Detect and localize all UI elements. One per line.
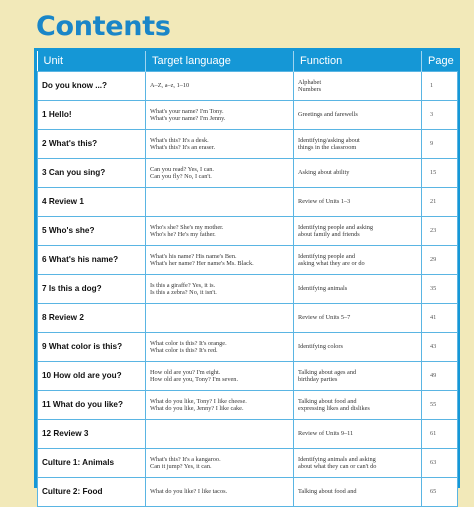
function-line-2: asking what they are or do [298,260,365,267]
function-line-1: Review of Units 5–7 [298,314,351,322]
function-cell [294,478,422,507]
page-number-cell: 29 [422,246,458,275]
header-function: Function [294,51,422,72]
function-line-1: Identifying animals [298,285,348,293]
unit-cell: 6 What's his name? [38,246,146,275]
unit-cell: 1 Hello! [38,101,146,130]
function-cell [294,304,422,333]
target-line-2: What's this? It's an eraser. [150,144,216,151]
function-line-1: Talking about ages and [298,368,357,376]
page-number-cell: 65 [422,478,458,507]
target-language-cell [146,217,294,246]
target-line-1: What's this? It's a desk. [150,136,209,144]
function-line-2: birthday parties [298,376,338,383]
target-line-2: How old are you, Tony? I'm seven. [150,376,239,383]
function-cell [294,72,422,101]
target-language-cell [146,188,294,217]
function-cell [294,391,422,420]
page-number-cell: 35 [422,275,458,304]
table-row [38,449,458,478]
function-cell [294,188,422,217]
target-language-cell [146,304,294,333]
table-row [38,159,458,188]
target-language-cell [146,362,294,391]
table-row [38,275,458,304]
function-line-1: Asking about ability [298,169,350,177]
function-line-2: about family and friends [298,231,360,238]
function-line-1: Talking about food and [298,488,357,496]
target-line-1: What's his name? His name's Ben. [150,252,237,260]
page-number-cell: 9 [422,130,458,159]
target-line-2: Who's he? He's my father. [150,231,216,238]
unit-cell: Culture 1: Animals [38,449,146,478]
table-row [38,246,458,275]
unit-cell: 4 Review 1 [38,188,146,217]
header-page: Page [422,51,458,72]
function-cell [294,217,422,246]
unit-cell: 7 Is this a dog? [38,275,146,304]
unit-cell: 10 How old are you? [38,362,146,391]
unit-cell: 9 What color is this? [38,333,146,362]
contents-table-frame [34,48,460,497]
function-line-1: Identifying people and asking [298,223,374,231]
function-cell [294,246,422,275]
target-line-1: How old are you? I'm eight. [150,368,221,376]
function-line-1: Identifying people and [298,252,356,260]
header-unit: Unit [38,51,146,72]
target-language-cell [146,478,294,507]
table-body [38,72,458,507]
unit-cell: Culture 2: Food [38,478,146,507]
target-line-1: What do you like? I like tacos. [150,488,228,496]
target-line-2: Can it jump? Yes, it can. [150,463,212,470]
target-language-cell [146,130,294,159]
function-cell [294,449,422,478]
target-language-cell [146,159,294,188]
page-number-cell: 55 [422,391,458,420]
target-line-2: What's her name? Her name's Ms. Black. [150,260,254,267]
target-line-2: Can you fly? No, I can't. [150,173,212,180]
target-line-2: What's your name? I'm Jenny. [150,115,226,122]
target-language-cell [146,391,294,420]
target-line-2: What color is this? It's red. [150,347,218,354]
table-row [38,420,458,449]
page-number-cell: 3 [422,101,458,130]
unit-cell: Do you know ...? [38,72,146,101]
target-line-1: What's your name? I'm Tony. [150,107,224,115]
target-language-cell [146,333,294,362]
function-line-1: Review of Units 1–3 [298,198,351,206]
page-number-cell: 63 [422,449,458,478]
target-line-2: What do you like, Jenny? I like cake. [150,405,244,412]
table-row [38,391,458,420]
function-line-1: Identifying/asking about [298,136,360,144]
target-line-1: What's this? It's a kangaroo. [150,455,221,463]
table-header-row [38,51,458,72]
function-line-1: Identifying colors [298,343,343,351]
table-row [38,362,458,391]
target-language-cell [146,420,294,449]
unit-cell: 2 What's this? [38,130,146,159]
target-language-cell [146,246,294,275]
page-number-cell: 49 [422,362,458,391]
function-line-2: about what they can or can't do [298,463,377,470]
table-row [38,130,458,159]
function-line-1: Identifying animals and asking [298,455,376,463]
function-cell [294,130,422,159]
table-row [38,72,458,101]
page-number-cell: 21 [422,188,458,217]
unit-cell: 11 What do you like? [38,391,146,420]
page-number-cell: 41 [422,304,458,333]
function-line-2: things in the classroom [298,144,357,151]
function-line-1: Review of Units 9–11 [298,430,354,438]
page-number-cell: 61 [422,420,458,449]
contents-table [37,51,458,507]
table-row [38,304,458,333]
unit-cell: 3 Can you sing? [38,159,146,188]
table-row [38,188,458,217]
page-title: Contents [36,11,171,42]
function-line-1: Greetings and farewells [298,111,358,119]
page-number-cell: 15 [422,159,458,188]
header-target-language: Target language [146,51,294,72]
function-cell [294,101,422,130]
page-number-cell: 1 [422,72,458,101]
function-cell [294,333,422,362]
target-line-2: Is this a zebra? No, it isn't. [150,289,217,296]
target-line-1: Can you read? Yes, I can. [150,165,215,173]
table-row [38,217,458,246]
target-language-cell [146,101,294,130]
target-language-cell [146,72,294,101]
target-line-1: Is this a giraffe? Yes, it is. [150,281,216,289]
target-language-cell [146,275,294,304]
page-number-cell: 23 [422,217,458,246]
unit-cell: 12 Review 3 [38,420,146,449]
target-line-1: What color is this? It's orange. [150,339,227,347]
function-line-2: Numbers [298,86,322,93]
function-line-1: Alphabet [298,78,322,86]
function-cell [294,362,422,391]
unit-cell: 5 Who's she? [38,217,146,246]
table-row [38,333,458,362]
unit-cell: 8 Review 2 [38,304,146,333]
function-cell [294,159,422,188]
target-line-1: Who's she? She's my mother. [150,223,224,231]
target-line-1: What do you like, Tony? I like cheese. [150,397,247,405]
function-cell [294,420,422,449]
page-number-cell: 43 [422,333,458,362]
table-row [38,478,458,507]
function-cell [294,275,422,304]
function-line-1: Talking about food and [298,397,357,405]
target-line-1: A–Z, a–z, 1–10 [150,82,190,90]
function-line-2: expressing likes and dislikes [298,405,370,412]
target-language-cell [146,449,294,478]
table-row [38,101,458,130]
